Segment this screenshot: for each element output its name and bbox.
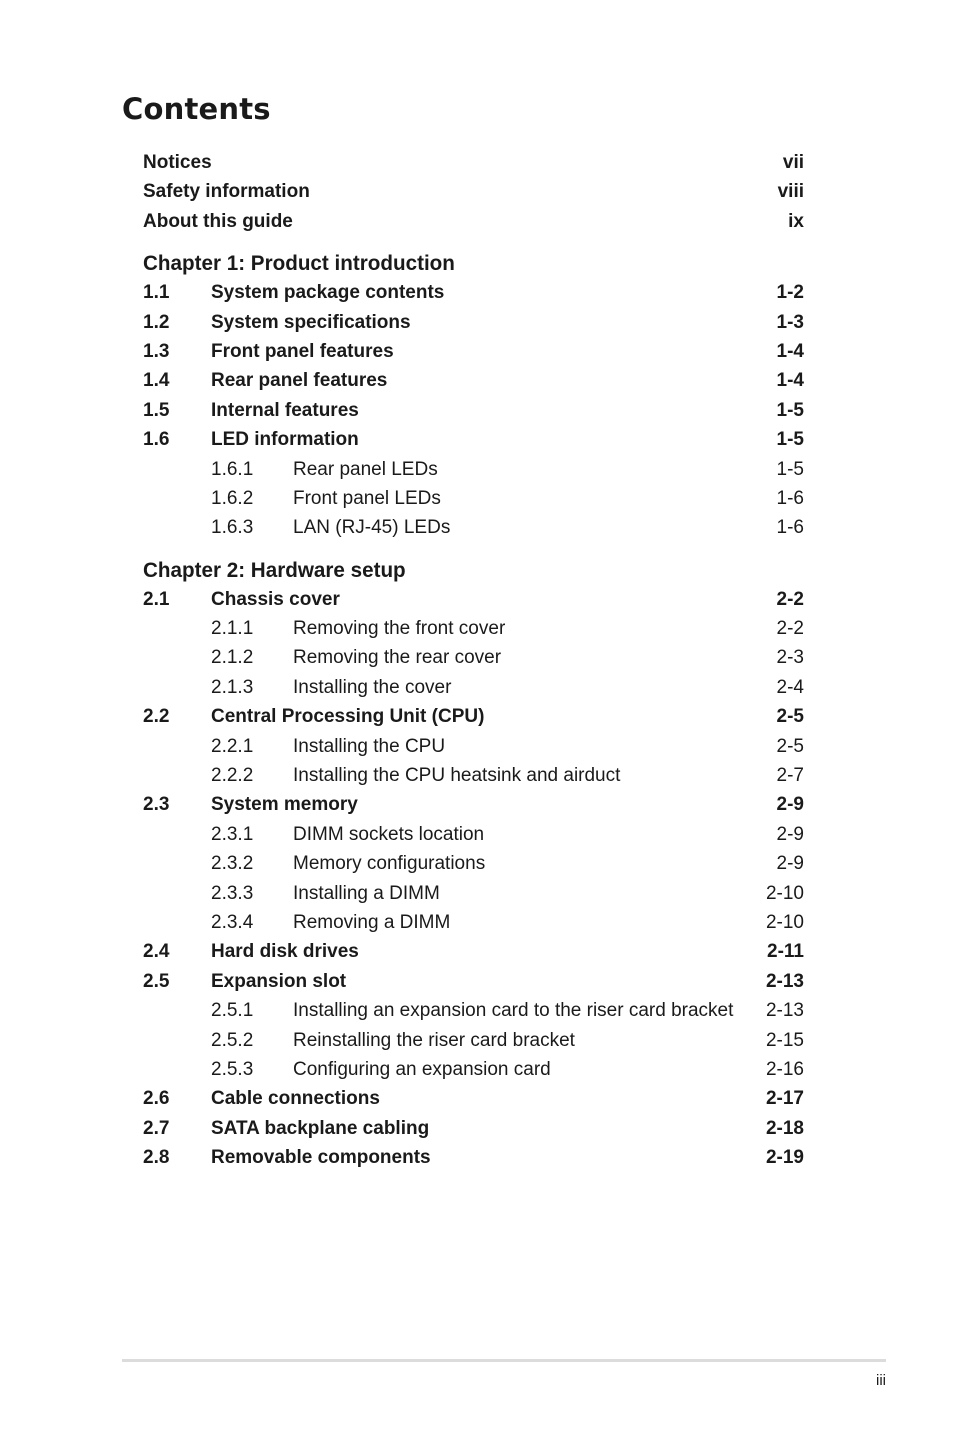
toc-entry-number: 2.5 [143,970,170,992]
toc-entry-number: 1.5 [143,399,170,421]
toc-entry-page: 2-16 [765,1058,804,1080]
toc-entry-page: ix [788,210,804,232]
toc-entry[interactable] [143,761,804,790]
chapter-1-list [143,278,804,543]
toc-entry-number: 2.2.2 [211,765,254,787]
toc-entry-label: Expansion slot [211,970,347,992]
toc-entry-page: 2-18 [765,1117,804,1139]
toc-entry-number: 2.3.1 [211,823,254,845]
toc-entry-page: 2-5 [776,735,804,757]
toc-entry-label: Installing the CPU heatsink and airduct [293,765,621,787]
toc-entry[interactable] [143,1026,804,1055]
toc-entry-label: Chassis cover [211,588,340,610]
toc-entry-label: DIMM sockets location [293,823,485,845]
toc-entry-number: 1.4 [143,370,170,392]
toc-entry-number: 2.1.1 [211,618,254,640]
toc-entry[interactable] [143,1114,804,1143]
toc-entry-number: 1.2 [143,311,170,333]
toc-entry-number: 2.3.4 [211,911,254,933]
toc-entry-page: 2-17 [765,1088,804,1110]
front-matter-list [143,148,804,236]
toc-entry[interactable] [143,1084,804,1113]
toc-entry[interactable] [143,585,804,614]
toc-entry-page: 2-2 [776,618,804,640]
toc-entry-label: Central Processing Unit (CPU) [211,706,485,728]
toc-entry-number: 2.1.2 [211,647,254,669]
toc-entry[interactable] [143,790,804,819]
toc-entry[interactable] [143,308,804,337]
table-of-contents [143,148,804,1173]
toc-entry-page: 1-5 [776,429,804,451]
toc-entry-number: 2.1 [143,588,170,610]
toc-entry-page: 2-11 [767,941,804,963]
toc-entry-label: Internal features [211,399,359,421]
toc-entry[interactable] [143,425,804,454]
toc-entry-number: 2.5.3 [211,1058,254,1080]
toc-entry-page: 2-19 [765,1147,804,1169]
toc-entry-number: 2.1.3 [211,676,254,698]
toc-entry[interactable] [143,484,804,513]
toc-entry-label: LAN (RJ-45) LEDs [293,517,451,539]
toc-entry-label: LED information [211,429,359,451]
toc-entry-number: 1.6.1 [211,458,254,480]
toc-entry[interactable] [143,278,804,307]
toc-entry-number: 2.3.2 [211,853,254,875]
chapter-heading-2[interactable]: Chapter 2: Hardware setup [143,557,406,582]
toc-entry-page: 1-3 [776,311,804,333]
chapter-2-list [143,585,804,1173]
toc-entry-label: System package contents [211,282,445,304]
toc-entry-number: 2.3.3 [211,882,254,904]
toc-entry-page: 1-6 [776,487,804,509]
toc-entry-number: 1.6.3 [211,517,254,539]
toc-entry-page: 1-4 [776,340,804,362]
toc-entry-label: Rear panel LEDs [293,458,438,480]
toc-entry-label: Front panel features [211,340,394,362]
toc-entry-page: 2-15 [765,1029,804,1051]
toc-entry-label: Notices [143,152,212,173]
toc-entry-label: Hard disk drives [211,941,359,963]
toc-entry-number: 2.2 [143,706,170,728]
toc-entry-label: Front panel LEDs [293,487,441,509]
toc-entry-page: viii [777,181,804,203]
chapter-heading-1[interactable]: Chapter 1: Product introduction [143,251,455,276]
toc-entry[interactable] [143,996,804,1025]
toc-entry-label: Memory configurations [293,853,486,875]
toc-entry-page: 1-4 [776,370,804,392]
toc-entry-page: 2-9 [776,794,804,816]
toc-entry-number: 2.4 [143,941,170,963]
toc-entry[interactable] [143,366,804,395]
toc-entry-label: Installing a DIMM [293,882,440,904]
toc-entry-number: 2.5.2 [211,1029,254,1051]
toc-entry[interactable] [143,513,804,542]
toc-entry[interactable] [143,614,804,643]
toc-entry-label: Removable components [211,1147,431,1169]
footer-divider [122,1359,886,1362]
toc-entry-label: Installing the cover [293,676,452,698]
toc-entry[interactable] [143,148,804,177]
toc-entry-number: 1.1 [143,282,170,304]
toc-entry-number: 2.3 [143,794,170,816]
toc-entry-page: 2-13 [765,1000,804,1022]
toc-entry-label: Removing the front cover [293,618,506,640]
toc-entry-page: 1-6 [776,517,804,539]
toc-entry[interactable] [143,207,804,236]
toc-entry-label: Reinstalling the riser card bracket [293,1029,575,1051]
toc-entry-page: 2-7 [776,765,804,787]
toc-entry-label: Rear panel features [211,370,388,392]
toc-entry[interactable] [143,337,804,366]
toc-entry-label: System memory [211,794,358,816]
toc-entry-page: 2-9 [776,823,804,845]
toc-entry-number: 2.5.1 [211,1000,254,1022]
toc-entry[interactable] [143,673,804,702]
toc-entry-label: System specifications [211,311,411,333]
toc-entry[interactable] [143,455,804,484]
toc-entry-number: 2.8 [143,1147,170,1169]
toc-entry[interactable] [143,396,804,425]
toc-entry-label: Cable connections [211,1088,380,1110]
toc-entry[interactable] [143,732,804,761]
toc-entry[interactable] [143,967,804,996]
toc-entry-label: Removing the rear cover [293,647,502,669]
toc-entry[interactable] [143,1055,804,1084]
toc-entry[interactable] [143,1143,804,1172]
toc-entry[interactable] [143,879,804,908]
toc-entry-page: 2-3 [776,647,804,669]
toc-entry-number: 1.6 [143,429,170,451]
toc-entry-number: 2.6 [143,1088,170,1110]
toc-entry[interactable] [143,908,804,937]
toc-entry-page: 1-5 [776,458,804,480]
toc-entry[interactable] [143,702,804,731]
toc-entry-page: 2-4 [776,676,804,698]
page-title: Contents [122,92,271,126]
toc-entry-page: 1-2 [776,282,804,304]
toc-entry-label: Removing a DIMM [293,911,451,933]
toc-entry-number: 1.6.2 [211,487,254,509]
toc-entry-page: 2-2 [776,588,804,610]
footer-page-number: iii [876,1372,886,1389]
toc-entry[interactable] [143,820,804,849]
toc-entry[interactable] [143,643,804,672]
toc-entry-page: 2-13 [765,970,804,992]
toc-entry[interactable] [143,177,804,206]
toc-entry-page: vii [782,152,804,173]
toc-entry[interactable] [143,937,804,966]
toc-entry-page: 1-5 [776,399,804,421]
toc-entry-number: 2.2.1 [211,735,254,757]
toc-entry-page: 2-10 [765,882,804,904]
toc-entry-label: About this guide [143,210,293,232]
toc-entry-page: 2-5 [776,706,804,728]
toc-entry-label: Installing an expansion card to the riser card bracket [293,1000,734,1022]
toc-entry-page: 2-9 [776,853,804,875]
toc-entry-label: Safety information [143,181,310,203]
toc-entry-number: 1.3 [143,340,170,362]
toc-entry-label: Installing the CPU [293,735,446,757]
toc-entry-label: Configuring an expansion card [293,1058,551,1080]
toc-entry-label: SATA backplane cabling [211,1117,430,1139]
toc-entry-number: 2.7 [143,1117,170,1139]
toc-entry-page: 2-10 [765,911,804,933]
toc-entry[interactable] [143,849,804,878]
